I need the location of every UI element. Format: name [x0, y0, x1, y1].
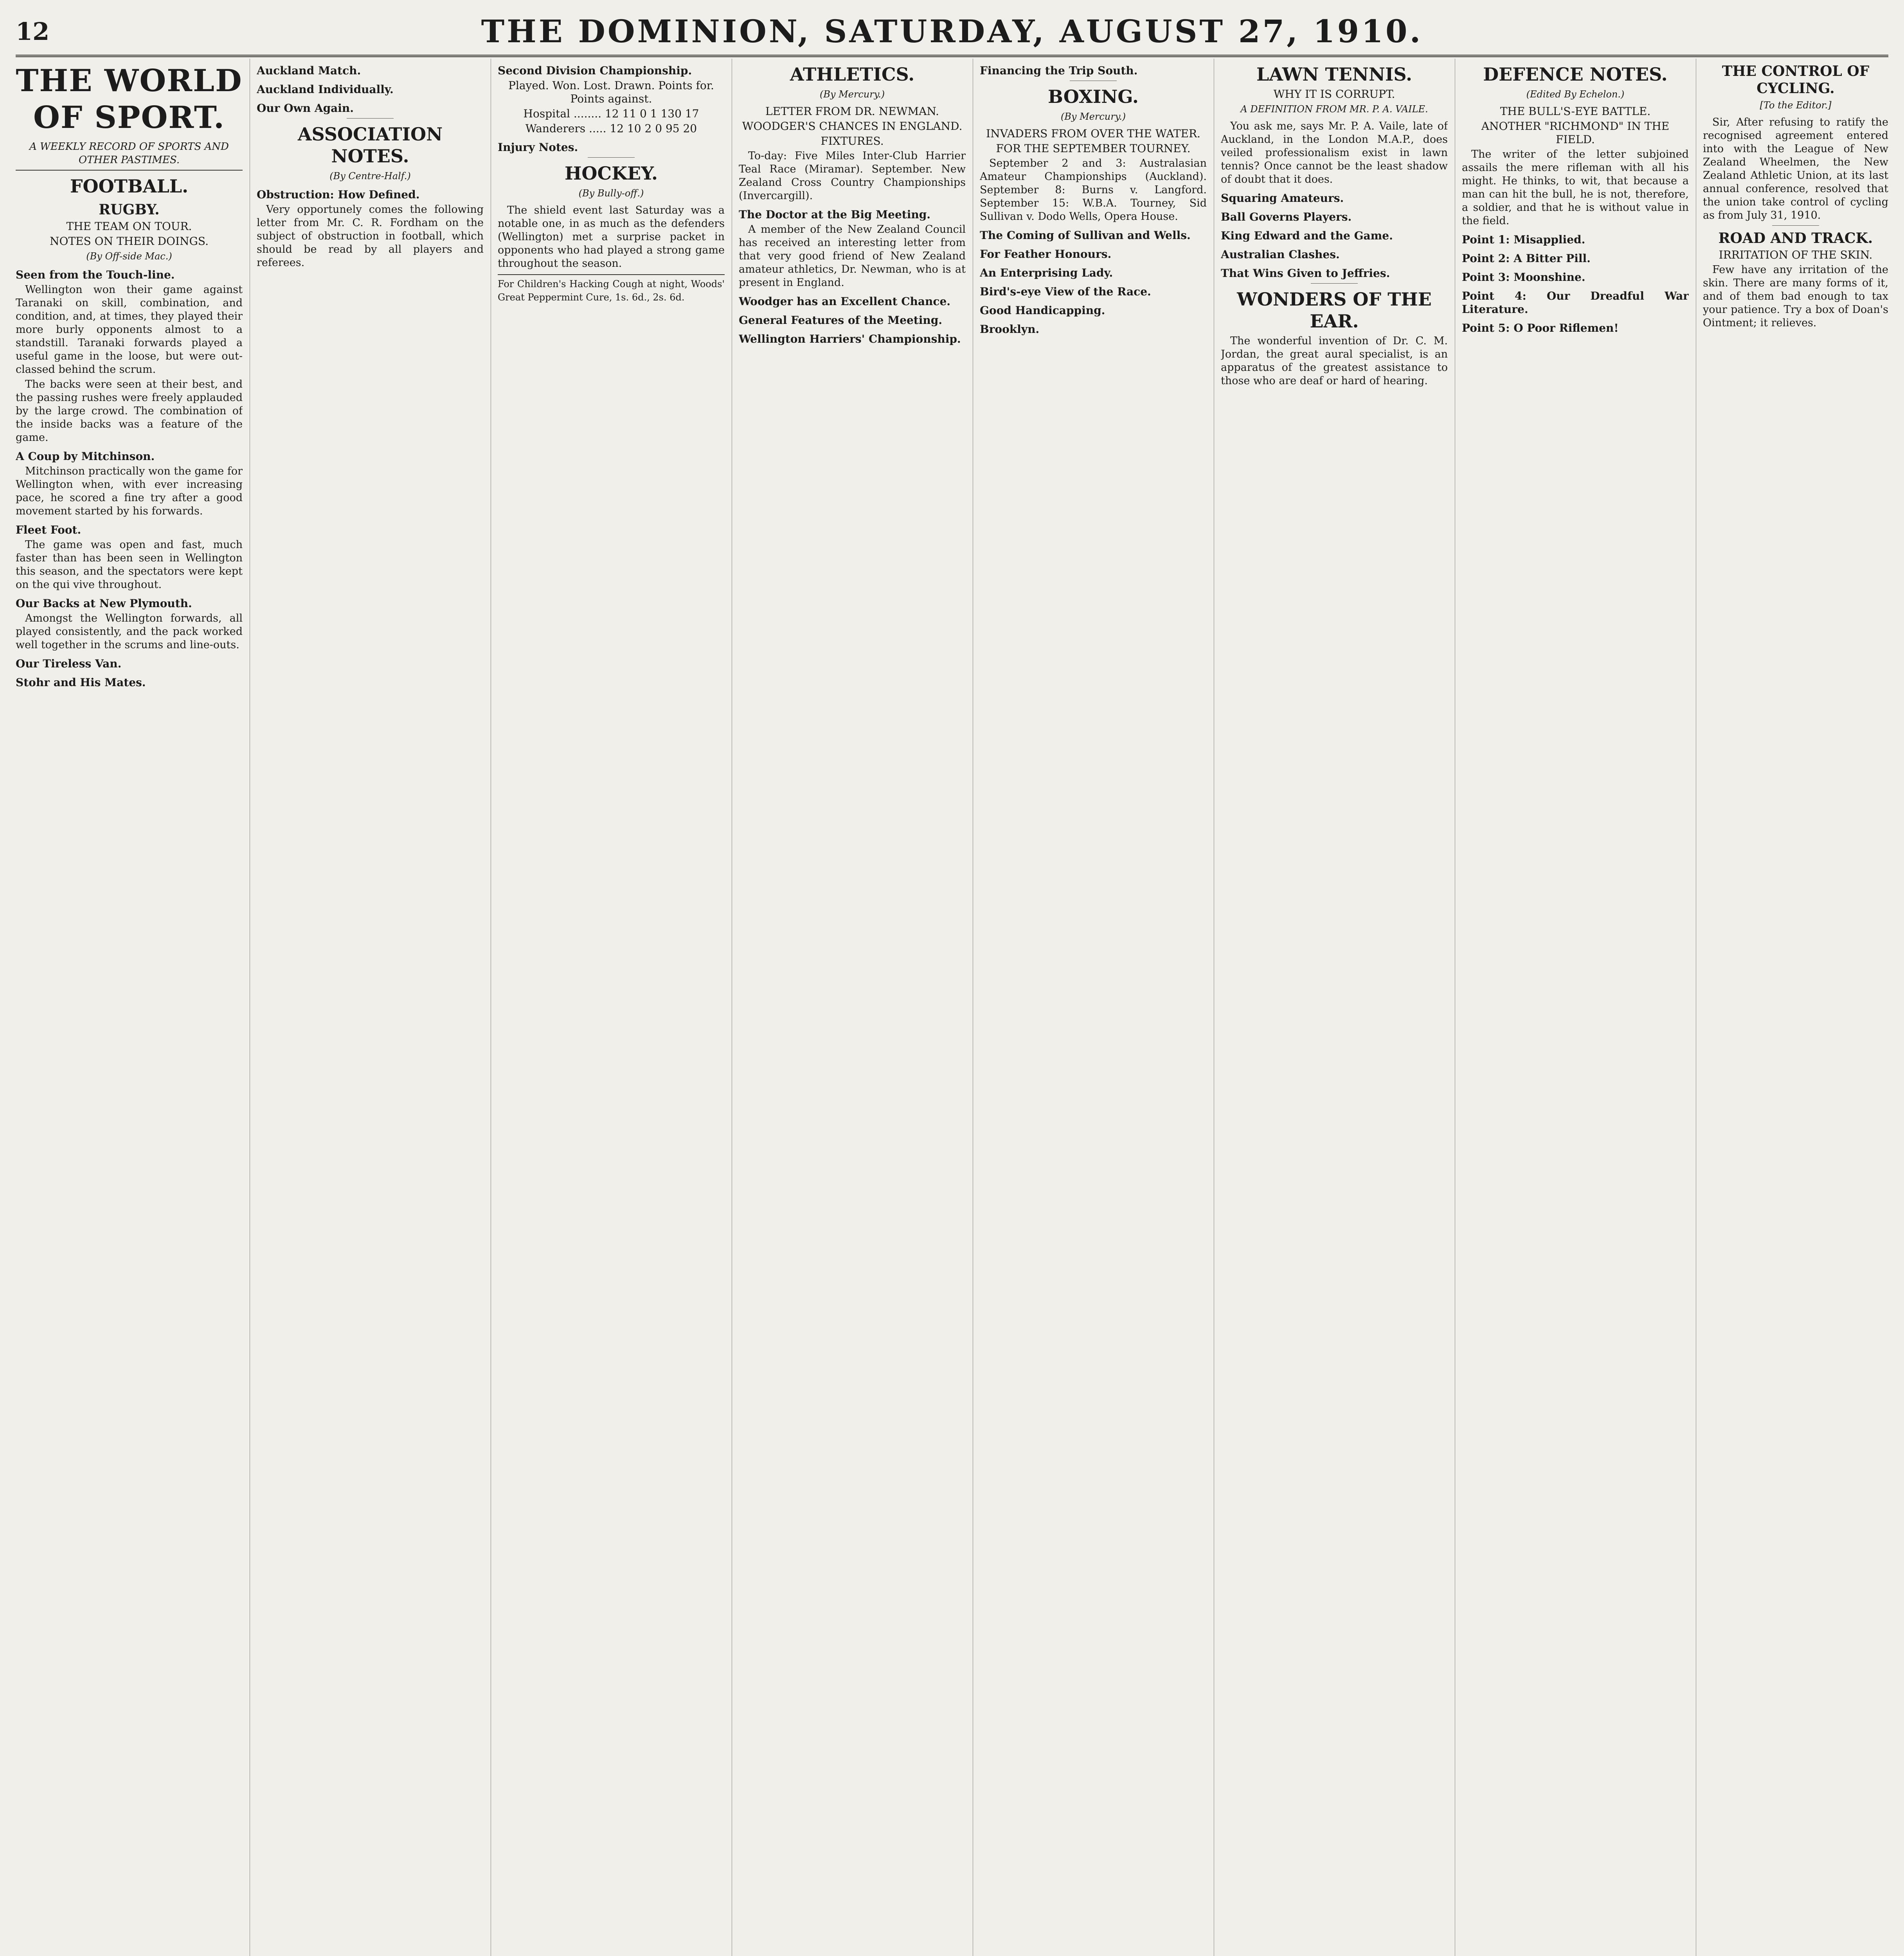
- athletics-chances: WOODGER'S CHANCES IN ENGLAND.: [742, 120, 963, 133]
- athletics-letter: LETTER FROM DR. NEWMAN.: [765, 105, 939, 118]
- hockey-para-1: The shield event last Saturday was a notable one, in as much as the defenders (Wellington) met a surprise packet in opponents who had played a strong game throughout the season.: [498, 204, 725, 270]
- subhead-stohr: Stohr and His Mates.: [16, 676, 146, 689]
- subhead-injury: Injury Notes.: [498, 141, 578, 154]
- subhead-excellent: Woodger has an Excellent Chance.: [739, 295, 951, 308]
- cycling-heading: THE CONTROL OF CYCLING.: [1722, 63, 1870, 97]
- page-number: 12: [16, 17, 50, 46]
- wonders-heading: WONDERS OF THE EAR.: [1237, 289, 1432, 332]
- sport-title: THE WORLD OF SPORT.: [16, 63, 243, 135]
- boxing-byline: (By Mercury.): [1060, 111, 1126, 122]
- boxing-dates: September 2 and 3: Australasian Amateur Championships (Auckland). September 8: Burns v. Langford. September 15: W.B.A. Tourney, Sid Sullivan v. Dodo Wells, Opera House.: [980, 157, 1207, 223]
- score-row-hospital: Hospital ........ 12 11 0 1 130 17: [523, 107, 699, 120]
- football-heading: FOOTBALL.: [70, 176, 189, 197]
- subhead-financing: Financing the Trip South.: [980, 64, 1138, 77]
- subhead-auckland: Auckland Match.: [257, 64, 361, 77]
- team-tour-heading: THE TEAM ON TOUR.: [66, 220, 192, 233]
- tennis-byline: A DEFINITION FROM MR. P. A. VAILE.: [1240, 104, 1428, 115]
- subhead-tireless: Our Tireless Van.: [16, 657, 122, 670]
- subhead-king: King Edward and the Game.: [1221, 229, 1393, 242]
- subhead-seen: Seen from the Touch-line.: [16, 268, 175, 281]
- subhead-our-own: Our Own Again.: [257, 102, 354, 115]
- subhead-brooklyn: Brooklyn.: [980, 323, 1040, 336]
- subhead-handicapping: Good Handicapping.: [980, 304, 1105, 317]
- defence-bullseye: THE BULL'S-EYE BATTLE.: [1500, 105, 1651, 118]
- rugby-para-5: Amongst the Wellington forwards, all played consistently, and the pack worked well together in the scrums and line-outs.: [16, 612, 243, 651]
- fixtures-list: To-day: Five Miles Inter-Club Harrier Teal Race (Miramar). September. New Zealand Cross Country Championships (Invercargill).: [739, 150, 966, 202]
- tennis-why: WHY IT IS CORRUPT.: [1273, 88, 1395, 101]
- association-byline: (By Centre-Half.): [329, 171, 411, 182]
- notes-heading: NOTES ON THEIR DOINGS.: [50, 235, 209, 248]
- column-1: [16, 59, 243, 1956]
- hockey-byline: (By Bully-off.): [578, 188, 644, 199]
- score-table: [498, 79, 725, 135]
- rugby-heading: RUGBY.: [99, 201, 160, 218]
- subhead-second-division: Second Division Championship.: [498, 64, 692, 77]
- subhead-given: That Wins Given to Jeffries.: [1221, 267, 1390, 280]
- subhead-point2: Point 2: A Bitter Pill.: [1462, 252, 1591, 265]
- subhead-sullivan: The Coming of Sullivan and Wells.: [980, 229, 1191, 242]
- subhead-point1: Point 1: Misapplied.: [1462, 233, 1585, 246]
- tennis-heading: LAWN TENNIS.: [1256, 64, 1412, 85]
- road-track-heading: ROAD AND TRACK.: [1718, 230, 1873, 246]
- cycling-to-editor: [To the Editor.]: [1760, 100, 1832, 111]
- column-2: [257, 59, 484, 1956]
- subhead-fleet: Fleet Foot.: [16, 523, 81, 536]
- irritation-heading: IRRITATION OF THE SKIN.: [1719, 248, 1873, 261]
- defence-heading: DEFENCE NOTES.: [1483, 64, 1668, 85]
- rugby-para-4: The game was open and fast, much faster than has been seen in Wellington this season, and the spectators were kept on the qui vive throughout.: [16, 539, 243, 591]
- column-area: [16, 59, 1888, 1956]
- rugby-para-2: The backs were seen at their best, and the passing rushes were freely applauded by the large crowd. The combination of the inside backs was a feature of the game.: [16, 378, 243, 444]
- masthead: [16, 8, 1888, 57]
- athletics-byline: (By Mercury.): [819, 89, 885, 100]
- sport-tagline: A WEEKLY RECORD OF SPORTS AND OTHER PASTIMES.: [16, 140, 243, 171]
- athletics-para-1: A member of the New Zealand Council has received an interesting letter from that very good friend of New Zealand amateur athletics, Dr. Newman, who is at present in England.: [739, 223, 966, 289]
- subhead-squaring: Squaring Amateurs.: [1221, 192, 1344, 205]
- defence-byline: (Edited By Echelon.): [1526, 89, 1625, 100]
- tennis-para-1: You ask me, says Mr. P. A. Vaile, late of Auckland, in the London M.A.P., does veiled professionalism exist in lawn tennis? Once cannot be the least shadow of doubt that it does.: [1221, 120, 1448, 185]
- rugby-para-1: Wellington won their game against Taranaki on skill, combination, and condition, and, at times, they played their more burly opponents almost to a standstill. Taranaki forwards played a useful game in the loose, but were out-classed behind the scrum.: [16, 284, 243, 376]
- hockey-heading: HOCKEY.: [564, 163, 658, 184]
- subhead-point4: Point 4: Our Dreadful War Literature.: [1462, 289, 1689, 316]
- cough-advert: For Children's Hacking Cough at night, Woods' Great Peppermint Cure, 1s. 6d., 2s. 6d.: [498, 274, 725, 304]
- association-para-1: Very opportunely comes the following letter from Mr. C. R. Fordham on the subject of obstruction in football, which should be read by all players and referees.: [257, 203, 484, 269]
- subhead-point5: Point 5: O Poor Riflemen!: [1462, 322, 1619, 334]
- subhead-birdseye: Bird's-eye View of the Race.: [980, 285, 1151, 298]
- column-7: [1462, 59, 1689, 1956]
- irritation-para: Few have any irritation of the skin. There are many forms of it, and of them bad enough to tax your patience. Try a box of Doan's Ointment; it relieves.: [1703, 264, 1888, 329]
- defence-para-1: The writer of the letter subjoined assails the mere rifleman with all his might. He thinks, to wit, that because a man can hit the bull, he is not, therefore, a soldier, and that he is without value in the field.: [1462, 148, 1689, 227]
- column-3: [498, 59, 725, 1956]
- boxing-tourney: FOR THE SEPTEMBER TOURNEY.: [996, 142, 1191, 155]
- wonders-para-1: The wonderful invention of Dr. C. M. Jordan, the great aural specialist, is an apparatus of the greatest assistance to those who are deaf or hard of hearing.: [1221, 335, 1448, 387]
- rugby-byline: (By Off-side Mac.): [86, 251, 172, 262]
- boxing-invaders: INVADERS FROM OVER THE WATER.: [986, 127, 1200, 140]
- subhead-general: General Features of the Meeting.: [739, 314, 943, 327]
- subhead-enterprising: An Enterprising Lady.: [980, 266, 1113, 279]
- subhead-point3: Point 3: Moonshine.: [1462, 271, 1585, 284]
- subhead-obstruction: Obstruction: How Defined.: [257, 188, 420, 201]
- column-4: [739, 59, 966, 1956]
- fixtures-heading: FIXTURES.: [821, 135, 884, 147]
- subhead-backs: Our Backs at New Plymouth.: [16, 597, 192, 610]
- defence-another: ANOTHER "RICHMOND" IN THE FIELD.: [1481, 120, 1670, 146]
- subhead-clashes: Australian Clashes.: [1221, 248, 1340, 261]
- boxing-heading: BOXING.: [1048, 86, 1139, 107]
- subhead-governs: Ball Governs Players.: [1221, 210, 1352, 223]
- masthead-title: THE DOMINION, SATURDAY, AUGUST 27, 1910.: [481, 13, 1423, 50]
- association-heading: ASSOCIATION NOTES.: [297, 124, 443, 167]
- subhead-harriers: Wellington Harriers' Championship.: [739, 333, 961, 345]
- subhead-mitchinson: A Coup by Mitchinson.: [16, 450, 155, 463]
- subhead-feather: For Feather Honours.: [980, 248, 1112, 261]
- score-header: Played. Won. Lost. Drawn. Points for. Points against.: [508, 79, 714, 105]
- rugby-para-3: Mitchinson practically won the game for Wellington when, with ever increasing pace, he scored a fine try after a good movement started by his forwards.: [16, 465, 243, 517]
- athletics-heading: ATHLETICS.: [790, 64, 915, 85]
- cycling-para-1: Sir, After refusing to ratify the recognised agreement entered into with the League of New Zealand Wheelmen, the New Zealand Athletic Union, at its last annual conference, resolved that the union take control of cycling as from July 31, 1910.: [1703, 116, 1888, 221]
- column-6: [1221, 59, 1448, 1956]
- column-5: [980, 59, 1207, 1956]
- subhead-doctor: The Doctor at the Big Meeting.: [739, 208, 931, 221]
- subhead-auckland-individually: Auckland Individually.: [257, 83, 394, 96]
- score-row-wanderers: Wanderers ..... 12 10 2 0 95 20: [525, 122, 697, 135]
- column-8: [1703, 59, 1888, 1956]
